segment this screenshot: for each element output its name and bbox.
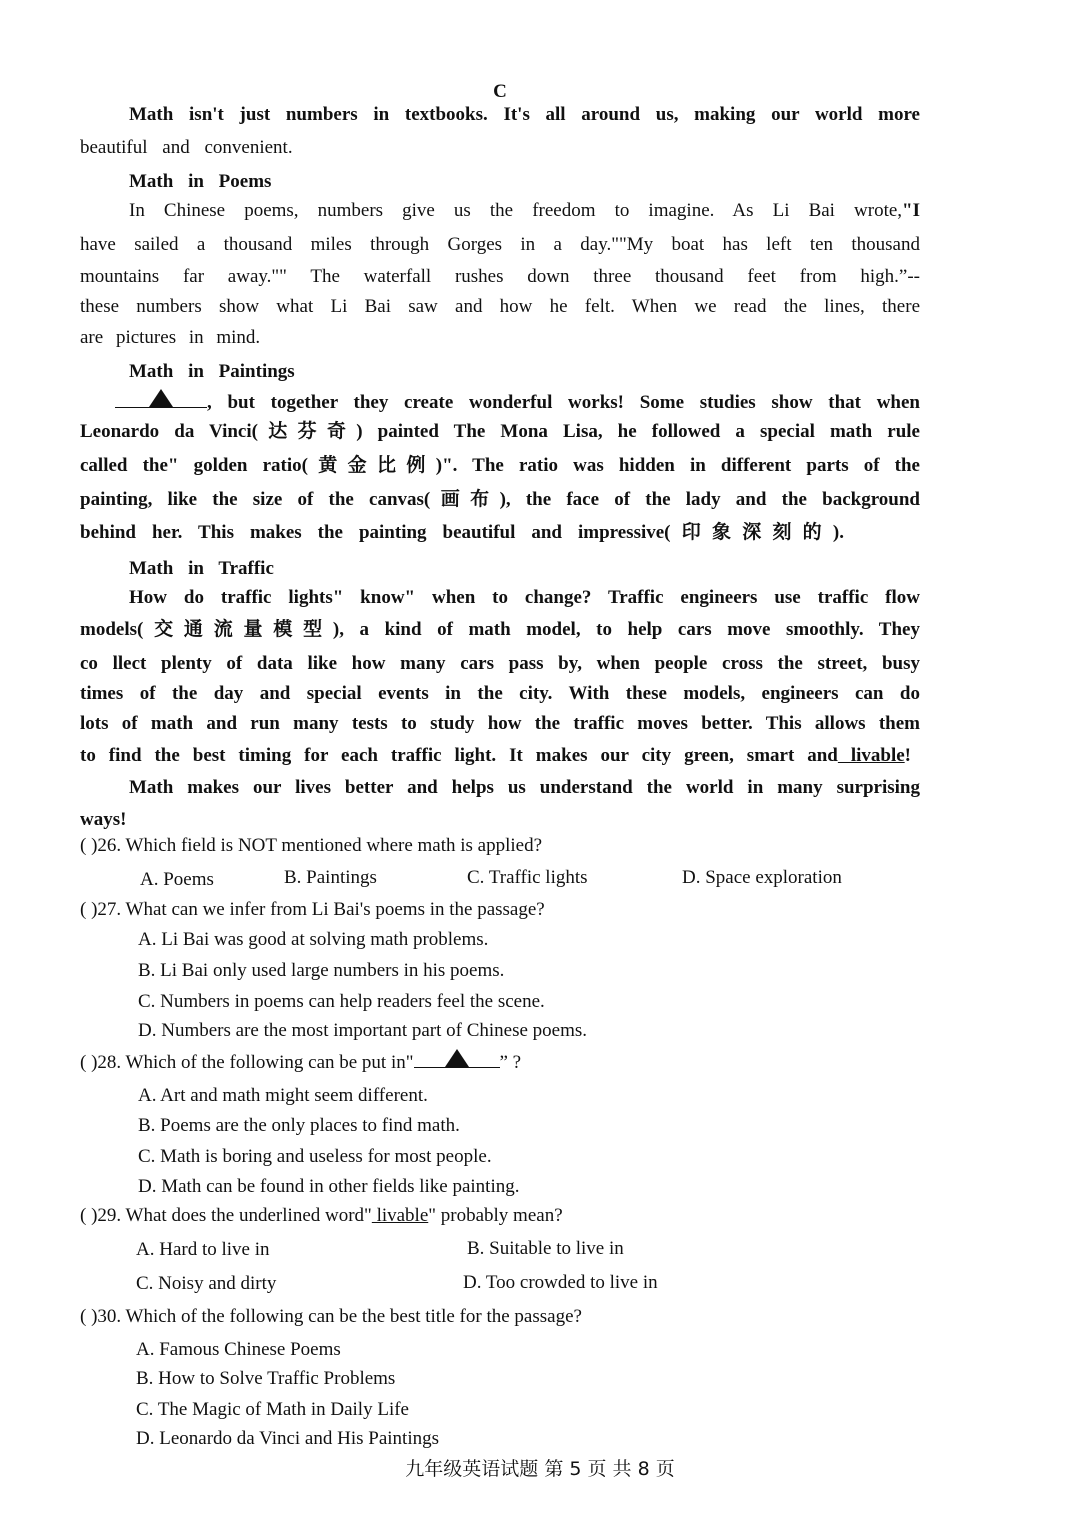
traffic-line-2: models(交通流量模型), a kind of math model, to help cars move smoothly. They bbox=[80, 619, 920, 640]
paintings-line-4: painting, like the size of the canvas(画布), the face of the lady and the background bbox=[80, 489, 920, 510]
traffic-line-5: lots of math and run many tests to study how the traffic moves better. This allows them bbox=[80, 713, 920, 734]
paintings-line-3: called the" golden ratio(黄金比例)". The ratio was hidden in different parts of the bbox=[80, 455, 920, 476]
conclusion-line-2: ways! bbox=[80, 809, 127, 830]
traffic-line-3: co llect plenty of data like how many cars pass by, when people cross the street, busy bbox=[80, 653, 920, 674]
paintings-heading: Math in Paintings bbox=[129, 361, 295, 382]
traffic-line-4: times of the day and special events in the city. With these models, engineers can do bbox=[80, 683, 920, 704]
underlined-word-livable: livable bbox=[371, 1205, 429, 1226]
underlined-word-livable: livable bbox=[837, 745, 905, 766]
q28-stem: ( )28. Which of the following can be put in" ” ? bbox=[80, 1049, 521, 1075]
q30-option-d[interactable]: D. Leonardo da Vinci and His Paintings bbox=[136, 1428, 439, 1449]
q27-option-c[interactable]: C. Numbers in poems can help readers feel the scene. bbox=[138, 991, 545, 1012]
poems-line-3: mountains far away."" The waterfall rushes down three thousand feet from high.”-- bbox=[80, 266, 920, 287]
q28-option-b[interactable]: B. Poems are the only places to find math. bbox=[138, 1115, 460, 1136]
poems-line-4: these numbers show what Li Bai saw and how he felt. When we read the lines, there bbox=[80, 296, 920, 317]
intro-line-1: Math isn't just numbers in textbooks. It's all around us, making our world more bbox=[129, 104, 920, 125]
q26-stem: ( )26. Which field is NOT mentioned where math is applied? bbox=[80, 835, 543, 856]
conclusion-line-1: Math makes our lives better and helps us understand the world in many surprising bbox=[129, 777, 920, 798]
triangle-marker-icon bbox=[149, 389, 173, 407]
q27-option-a[interactable]: A. Li Bai was good at solving math problems. bbox=[138, 929, 489, 950]
q30-option-b[interactable]: B. How to Solve Traffic Problems bbox=[136, 1368, 396, 1389]
q29-option-b[interactable]: B. Suitable to live in bbox=[467, 1238, 624, 1259]
traffic-heading: Math in Traffic bbox=[129, 558, 274, 579]
q27-option-b[interactable]: B. Li Bai only used large numbers in his poems. bbox=[138, 960, 505, 981]
q28-option-c[interactable]: C. Math is boring and useless for most people. bbox=[138, 1146, 492, 1167]
paintings-line-1: , but together they create wonderful works! Some studies show that when bbox=[115, 389, 920, 415]
q29-stem: ( )29. What does the underlined word" livable" probably mean? bbox=[80, 1205, 563, 1226]
paintings-line-2: Leonardo da Vinci(达芬奇) painted The Mona Lisa, he followed a special math rule bbox=[80, 421, 920, 442]
intro-line-2: beautiful and convenient. bbox=[80, 137, 293, 158]
section-letter: C bbox=[493, 81, 507, 102]
paintings-line-5: behind her. This makes the painting beautiful and impressive(印象深刻的). bbox=[80, 522, 844, 543]
q26-option-a[interactable]: A. Poems bbox=[140, 869, 214, 890]
triangle-marker-icon bbox=[445, 1049, 469, 1067]
q29-option-d[interactable]: D. Too crowded to live in bbox=[463, 1272, 658, 1293]
q27-stem: ( )27. What can we infer from Li Bai's poems in the passage? bbox=[80, 899, 545, 920]
q28-answer-blank bbox=[414, 1049, 500, 1068]
answer-blank bbox=[115, 389, 207, 408]
q30-option-c[interactable]: C. The Magic of Math in Daily Life bbox=[136, 1399, 409, 1420]
q29-option-a[interactable]: A. Hard to live in bbox=[136, 1239, 270, 1260]
poems-heading: Math in Poems bbox=[129, 171, 272, 192]
poems-line-1: In Chinese poems, numbers give us the freedom to imagine. As Li Bai wrote,"I bbox=[129, 200, 920, 221]
q29-option-c[interactable]: C. Noisy and dirty bbox=[136, 1273, 277, 1294]
traffic-line-1: How do traffic lights" know" when to change? Traffic engineers use traffic flow bbox=[129, 587, 920, 608]
traffic-line-6: to find the best timing for each traffic light. It makes our city green, smart and livable! bbox=[80, 745, 911, 766]
q28-option-a[interactable]: A. Art and math might seem different. bbox=[138, 1085, 428, 1106]
q26-option-d[interactable]: D. Space exploration bbox=[682, 867, 842, 888]
q26-option-c[interactable]: C. Traffic lights bbox=[467, 867, 588, 888]
q27-option-d[interactable]: D. Numbers are the most important part of Chinese poems. bbox=[138, 1020, 588, 1041]
q30-option-a[interactable]: A. Famous Chinese Poems bbox=[136, 1339, 341, 1360]
q26-option-b[interactable]: B. Paintings bbox=[284, 867, 377, 888]
q30-stem: ( )30. Which of the following can be the best title for the passage? bbox=[80, 1306, 582, 1327]
poems-line-5: are pictures in mind. bbox=[80, 327, 261, 348]
poems-line-2: have sailed a thousand miles through Gorges in a day.""My boat has left ten thousand bbox=[80, 234, 920, 255]
q28-option-d[interactable]: D. Math can be found in other fields like painting. bbox=[138, 1176, 520, 1197]
page-footer: 九年级英语试题 第 5 页 共 8 页 bbox=[405, 1458, 675, 1480]
